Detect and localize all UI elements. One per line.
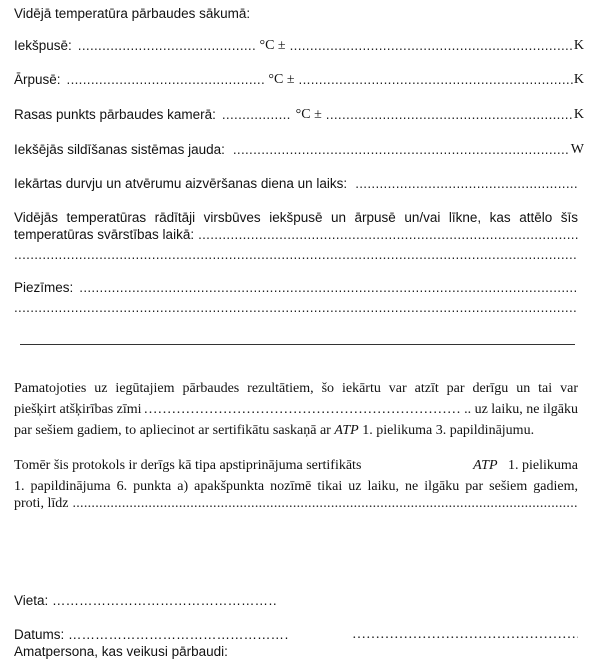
heating-power-label: Iekšējās sildīšanas sistēmas jauda: <box>14 142 225 157</box>
averages-line2: temperatūras svārstības laikā: <box>14 227 195 242</box>
conclusion-line2-start: piešķirt atšķirības zīmi <box>14 402 142 417</box>
validity-line1-start: Tomēr šis protokols ir derīgs kā tipa apstiprinājuma sertifikāts <box>14 458 362 473</box>
validity-date-field[interactable] <box>72 496 578 512</box>
validity-line1 <box>14 458 578 474</box>
conclusion-line3-end: 1. pielikuma 3. papildinājumu. <box>362 423 535 438</box>
dew-point-value-field[interactable] <box>222 107 292 123</box>
validity-line2: 1. papildinājuma 6. punkta a) apakšpunkta nozīmē tikai uz laiku, ne ilgāku par sešiem gadiem, <box>14 479 578 494</box>
signature-field[interactable] <box>352 627 578 643</box>
outside-temperature-row <box>14 72 584 88</box>
dew-point-label: Rasas punkts pārbaudes kamerā: <box>14 107 216 122</box>
date-field[interactable] <box>68 627 290 643</box>
validity-line3: proti, līdz <box>14 496 69 511</box>
heating-power-field[interactable] <box>233 142 569 158</box>
closing-time-row <box>14 176 578 192</box>
heating-power-unit: W <box>570 142 584 157</box>
conclusion-line1: Pamatojoties uz iegūtajiem pārbaudes rezultātiem, šo iekārtu var atzīt par derīgu un tai var <box>14 381 578 396</box>
dew-point-unit-k: K <box>573 107 584 122</box>
conclusion-line2-end: .. uz laiku, ne ilgāku <box>464 402 578 417</box>
dew-point-tolerance-field[interactable] <box>326 107 574 123</box>
dew-point-row <box>14 107 584 123</box>
signature-row <box>352 627 578 643</box>
inside-temperature-row <box>14 38 584 54</box>
heating-power-row <box>14 142 584 158</box>
averages-line1: Vidējās temperatūras rādītāji virsbūves iekšpusē un ārpusē un/vai līkne, kas attēlo šīs <box>14 210 578 225</box>
notes-row <box>14 280 578 296</box>
averages-field[interactable] <box>198 227 578 243</box>
outside-unit-k: K <box>573 72 584 87</box>
distinguishing-mark-field[interactable] <box>144 402 463 418</box>
validity-atp-reference: ATP <box>473 458 498 473</box>
validity-line1-end: 1. pielikuma <box>508 458 578 473</box>
dew-point-unit-c: °C ± <box>295 107 322 122</box>
outside-value-field[interactable] <box>67 72 265 88</box>
outside-unit-c: °C ± <box>268 72 295 87</box>
notes-label: Piezīmes: <box>14 280 74 295</box>
averages-extra-field[interactable] <box>14 247 578 263</box>
conclusion-line3 <box>14 423 534 439</box>
outside-label: Ārpusē: <box>14 72 61 87</box>
inside-tolerance-field[interactable] <box>290 38 574 54</box>
place-row <box>14 593 278 609</box>
section-heading: Vidējā temperatūra pārbaudes sākumā: <box>14 6 251 21</box>
validity-line3-row <box>14 496 578 512</box>
closing-time-label: Iekārtas durvju un atvērumu aizvēršanas diena un laiks: <box>14 176 348 191</box>
conclusion-line2 <box>14 402 578 418</box>
averages-extra-row <box>14 247 578 263</box>
notes-extra-field[interactable] <box>14 300 578 316</box>
notes-field[interactable] <box>79 280 578 296</box>
inside-value-field[interactable] <box>78 38 256 54</box>
official-label: Amatpersona, kas veikusi pārbaudi: <box>14 644 228 659</box>
place-field[interactable] <box>52 593 278 609</box>
conclusion-line3-start: par sešiem gadiem, to apliecinot ar sertifikātu saskaņā ar <box>14 423 331 438</box>
place-label: Vieta: <box>14 593 49 608</box>
date-row <box>14 627 290 643</box>
inside-unit-k: K <box>573 38 584 53</box>
closing-time-field[interactable] <box>355 176 578 192</box>
section-divider <box>20 344 575 345</box>
date-label: Datums: <box>14 627 65 642</box>
inside-unit-c: °C ± <box>259 38 286 53</box>
notes-extra-row <box>14 300 578 316</box>
atp-reference: ATP <box>334 423 359 438</box>
averages-row <box>14 227 578 243</box>
outside-tolerance-field[interactable] <box>299 72 574 88</box>
inside-label: Iekšpusē: <box>14 38 72 53</box>
